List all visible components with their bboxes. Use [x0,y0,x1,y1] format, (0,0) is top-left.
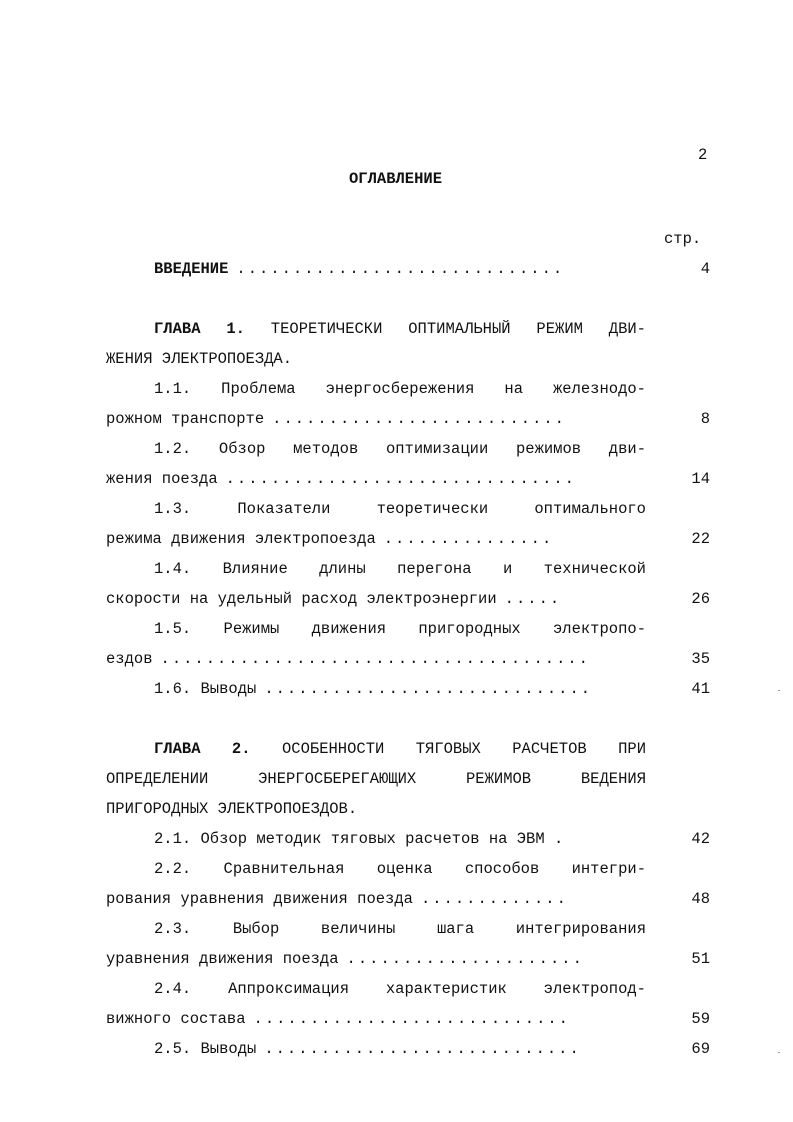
toc-entry-line: вижного состава ............................ [106,1010,570,1028]
intro-label: ВВЕДЕНИЕ [154,260,229,278]
toc-page-number: 48 [691,890,710,908]
toc-entry-intro [154,260,646,278]
toc-page-number: 8 [700,410,710,428]
toc-page-number: 41 [691,680,710,698]
intro-page-number: 4 [700,260,710,278]
toc-entry-line: рожном транспорте .......................... [106,410,566,428]
toc-entry-line: жения поезда ............................... [106,470,576,488]
toc-page-number: 35 [691,650,710,668]
page-number: 2 [698,146,708,164]
toc-entry-line: 2.1. Обзор методик тяговых расчетов на ЭВМ . [154,830,564,848]
toc-entry-line: 1.2. Обзор методов оптимизации режимов дви- [154,440,646,458]
scan-speck [778,690,780,691]
page-column-label: стр. [664,230,702,248]
toc-page-number: 26 [691,590,710,608]
chapter-1-label: ГЛАВА 1. [154,320,245,338]
toc-page-number: 69 [691,1040,710,1058]
chapter-1-title-line-1: ТЕОРЕТИЧЕСКИ ОПТИМАЛЬНЫЙ РЕЖИМ ДВИ- [270,320,646,338]
toc-page-number: 42 [691,830,710,848]
toc-entry-line: 2.2. Сравнительная оценка способов интегри- [154,860,646,878]
toc-page-number: 59 [691,1010,710,1028]
chapter-1-title-line-2: ЖЕНИЯ ЭЛЕКТРОПОЕЗДА. [106,350,293,368]
toc-page-number: 51 [691,950,710,968]
leader-dots: ............................. [236,260,565,278]
toc-entry-line: 1.1. Проблема энергосбережения на железнодо- [154,380,646,398]
chapter-2-title-line-2: ОПРЕДЕЛЕНИИ ЭНЕРГОСБЕРЕГАЮЩИХ РЕЖИМОВ ВЕДЕНИЯ [106,770,646,788]
chapter-2-heading [154,740,646,758]
toc-entry-line: режима движения электропоезда ............... [106,530,554,548]
toc-entry-line: 1.3. Показатели теоретически оптимального [154,500,646,518]
page-title: ОГЛАВЛЕНИЕ [349,170,443,188]
toc-page-number: 22 [691,530,710,548]
toc-entry-line: скорости на удельный расход электроэнергии ..... [106,590,562,608]
toc-entry-line: уравнения движения поезда ..................... [106,950,584,968]
toc-entry-line: 2.3. Выбор величины шага интегрирования [154,920,646,938]
toc-entry-line: ездов ...................................... [106,650,590,668]
chapter-2-title-line-3: ПРИГОРОДНЫХ ЭЛЕКТРОПОЕЗДОВ. [106,800,358,818]
toc-page-number: 14 [691,470,710,488]
chapter-1-heading [154,320,646,338]
toc-entry-line: 1.4. Влияние длины перегона и технической [154,560,646,578]
chapter-2-title-line-1: ОСОБЕННОСТИ ТЯГОВЫХ РАСЧЕТОВ ПРИ [281,740,646,758]
chapter-2-label: ГЛАВА 2. [154,740,251,758]
toc-entry-line: рования уравнения движения поезда ............. [106,890,568,908]
toc-entry-line: 2.4. Аппроксимация характеристик электропод- [154,980,646,998]
scan-speck [778,1052,780,1053]
toc-entry-line: 1.6. Выводы ............................. [154,680,593,698]
toc-entry-line: 1.5. Режимы движения пригородных электропо- [154,620,646,638]
toc-entry-line: 2.5. Выводы ............................ [154,1040,581,1058]
